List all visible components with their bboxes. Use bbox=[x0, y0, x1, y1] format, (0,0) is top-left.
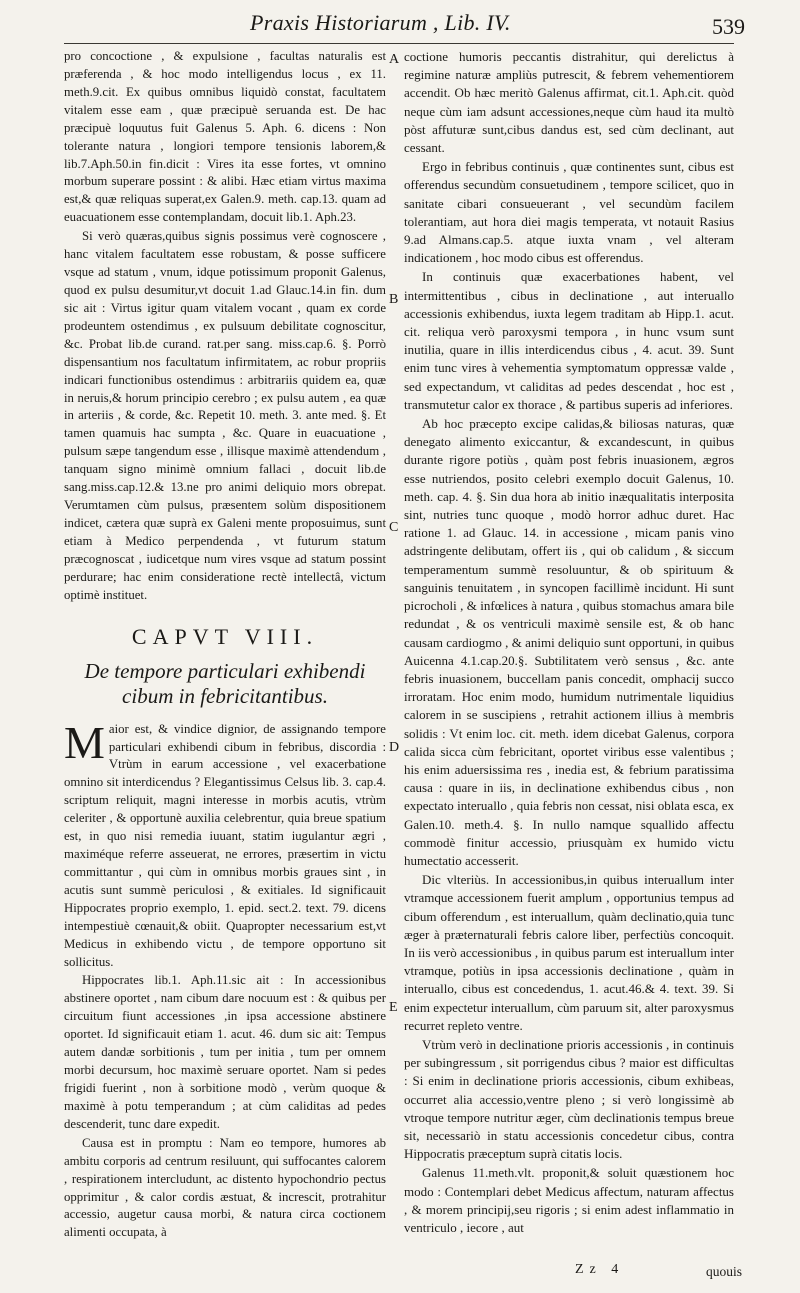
chapter-title: De tempore particulari exhibendi cibum in febricitantibus. bbox=[84, 658, 366, 708]
chapter-heading: CAPVT VIII. bbox=[131, 623, 319, 649]
paragraph: Hippocrates lib.1. Aph.11.sic ait : In accessionibus abstinere oportet , nam cibum dare nocuum est : & quibus per circuitum fiunt accessiones ,in ipsa accessione abstinere oportet. Id significauit etiam 1. acut. 46. dum sic ait: Tempus autem dandæ sorbitionis , tum per initia , tum per omnem morbi decursum, hoc maximè seruare oportet. Nam si pedes frigidi fuerint , non à sorbitione modò , verùm quoque & maximè à potu temperandum ; at cùm caliditas ad pedes descenderit, tunc dare expedit. bbox=[64, 973, 386, 1131]
margin-letter-d: D bbox=[389, 740, 400, 755]
dropcap: M bbox=[64, 716, 105, 768]
right-column bbox=[404, 48, 734, 1238]
signature-mark: Zz 4 bbox=[575, 1262, 625, 1277]
margin-letter-c: C bbox=[389, 520, 399, 535]
running-head: Praxis Historiarum , Lib. IV. bbox=[250, 10, 511, 35]
paragraph-text: aior est, & vindice dignior, de assignando tempore particulari exhibendi cibum in febribus, discordia : Vtrùm in earum accessione , vel exacerbatione omnino sit interdicendus ? Elegantissimus Celsus lib. 3. cap.4. scriptum reliquit, magni interesse in morbis acutis, vtrùm celeriter , & opportunè auxilia celebrentur, quia breue spatium est, in quo nisi remedia iuuant, statim iugulantur ægri , maximéque referre asseuerat, ne errores, præsertim in victu committantur , qui cùm in omnibus morbis graues sint , in acutis sunt summè periculosi , & exitiales. Id significauit Hippocrates proprio exemplo, 1. epid. sect.2. text. 79. dicens intempestiuè cœnauit,& obiit. Quapropter necessarium est,vt Medicus in exhibendo victu , de tempore opportuno sit sollicitus. bbox=[64, 721, 386, 969]
left-column bbox=[64, 48, 386, 1243]
paragraph: coctione humoris peccantis distrahitur, qui derelictus à regimine naturæ ampliùs putrescit, & febrem vehementiorem accendit. Ob hæc meritò Galenus affirmat, cit.1. Aph.cit. quòd neque cùm iam adsunt accessiones,neque cùm haud ita multò pòst affuturæ sunt,cibus dandus est, sed cùm declinant, aut cessant. bbox=[404, 49, 734, 156]
page-number: 539 bbox=[712, 14, 745, 39]
paragraph-with-dropcap bbox=[64, 716, 386, 972]
margin-letter-e: E bbox=[389, 1000, 398, 1015]
header-rule bbox=[64, 43, 734, 44]
margin-letter-b: B bbox=[389, 292, 399, 307]
paragraph: Ab hoc præcepto excipe calidas,& biliosas naturas, quæ denegato alimento exiccantur, & excandescunt, in quibus durante rigore potiùs , quàm post febris inuasionem, ægros esse nutriendos, posito celebri exemplo docuit Galenus, 10. meth. cap. 4. §. Sin dua hora ab initio inæqualitatis interposita sint, nutries tunc quoque , modò horror adhuc duret. Hac ratione 1. ad Glauc. 14. in accessione , micam panis vino adstringente delibutam, offert iis , qui ob calidum , & siccum temperamentum summè resoluuntur, & ob spirituum & sanguinis tenuitatem , in syncopen facillimè incidunt. Hi sunt picrocholi , & infœlices à natura , quibus stomachus amara bile redundat , & os ventriculi maximè sensile est, & ob hanc causam cardiogmo , & animi deliquio sunt opportuni, in quibus Auicenna 4.1.cap.20.§. Subtilitatem verò sensus , &c. ante febris inuasionem, buccellam panis concedit, omphacij succo irroratam. Hoc enim modo, humidum nutrimentale liquidius calorem in se suscipiens , retrahit actionem illius à membris solidis : Vt enim loc. cit. meth. idem dicebat Galenus, corpora calida sicca cùm febricitant, oportet viribus esse valentibus ; his enim aduersissima res , inedia est, & febrium paratissima causa : quare in iis, in declinatione exhibendus cibus , non expectato interuallo , quia febris non cessat, nisi oblata esca, ex Galen.10. meth.4. §. In nullo namque squallido affectu commodè finitur accessio, priusquàm ex humido victu humectatio accesserit. bbox=[404, 416, 734, 868]
paragraph: Ergo in febribus continuis , quæ continentes sunt, cibus est offerendus secundùm consuetudinem , tempore scilicet, quo in sanitate cibari consueuerant , vel secundùm facilem tolerantiam, aut hora diei magis temperata, vt notauit Rasius 9.ad Almans.cap.5. atque iuxta vnam , vel alteram indicationem , hoc modo cibus est offerendus. bbox=[404, 159, 734, 266]
paragraph: pro concoctione , & expulsione , facultas naturalis est præferenda , & hoc modo intelligendus locus , ex 11. meth.9.cit. Ex quibus omnibus liquidò constat, facultatem vitalem esse eam , quæ præcipuè seruanda est. De hac præcipuè loquutus fuit Galenus 5. Aph. 6. dicens : Non tolerante natura , longiori tempore tensionis laborem,& lib.7.Aph.50.in fin.dicit : Vires ita esse fortes, vt omnino morbum superare possint : & alibi. Hæc etiam virtus maxima est,& quæ reliquas superat,ex Galen.9. meth. cap.13. quam ad euacuationem esse contemplandam, docuit lib.1. Aph.23. bbox=[64, 49, 386, 225]
paragraph: Si verò quæras,quibus signis possimus verè cognoscere , hanc vitalem facultatem esse robustam, & posse sufficere vsque ad statum , vnum, idque potissimum proponit Galenus, quod ex pulsu desumitur,vt docuit 1.ad Glauc.14.in fin. dum sic ait : Virtus igitur quam vitalem vocant , quam ex corde prodeuntem ostendimus , ex pulsuum debilitate cognoscitur, &c. Probat lib.de curand. rat.per sang. miss.cap.6. §. Porrò dispensantium nos facultatum infirmitatem, ac robur propriis indicari functionibus ostendimus : arbitrariis quidem ea, quæ in neruis,& horum principio cerebro ; ex pulsu autem , ea quæ in arteriis , & corde, &c. Repetit 10. meth. 3. ante med. §. Et tamen quamuis hac sumpta , &c. Quare in euacuatione , pulsum sæpe tangendum esse , illisque maximè attendendum , tanquam signo minimè omnium fallaci , docuit lib.de sang.miss.cap.12.& 13.ne pro animi deliquio mors obrepat. Verumtamen cùm pulsus, præsentem solùm dispositionem indicet, cætera quæ suprà ex Galeni mente proposuimus, sunt etiam à Medico perpendenda , vt futurum statum præcognoscat , iudicetque num vires vsque ad statum possint perdurare; hac enim consideratione rectè intellectâ, victum optimè instituet. bbox=[64, 229, 386, 602]
catchword: quouis bbox=[706, 1264, 743, 1279]
paragraph: Vtrùm verò in declinatione prioris accessionis , in continuis per subingressum , sit porrigendus cibus ? maior est difficultas : Si enim in declinatione prioris accessionis, cibum exhibeas, occurret alia accessio,ventre pleno ; si verò longissimè ab vtroque tempore nutritur æger, cùm declinationis tempus breue sit, necessariò in statu accessionis concedetur cibus, contra Hippocratis præceptum suprà citatis locis. bbox=[404, 1036, 734, 1162]
paragraph: Dic vlteriùs. In accessionibus,in quibus interuallum inter vtramque accessionem fuerit amplum , opportunius tempus ad cibum offerendum , est interuallum, quàm declinatio,quia tunc æger à præternaturali febris calore liber, perfectiùs concoquit. In iis verò accessionibus , in quibus parum est interuallum inter vtramque, potiùs in ipsa accessionis declinatione , quàm in interuallo, cibus est concedendus, 1. acut.46.& 4. text. 39. Si enim expectetur interuallum, cùm paruum sit, alter paroxysmus recurret repleto ventre. bbox=[404, 872, 734, 1033]
paragraph: Galenus 11.meth.vlt. proponit,& soluit quæstionem hoc modo : Contemplari debet Medicus affectum, naturam affectus , & morem principij,seu rigoris ; si enim adest inflammatio in ventriculo , iecore , aut bbox=[404, 1165, 734, 1235]
margin-letter-a: A bbox=[389, 52, 400, 67]
paragraph: In continuis quæ exacerbationes habent, vel intermittentibus , cibus in declinatione , aut interuallo accessionis exhibendus, iuxta legem traditam ab Hipp.1. acut. cit. reliqua verò paroxysmi tempora , in hunc vsum sunt inutilia, quare in illis interdicendus cibus , 4. acut. 39. Sunt enim tunc vires à vehementia symptomatum oppressæ valde , sed expectandum, vt caliditas ad pedes descendat , hoc est , transmutetur calor ex thorace , & partibus superis ad inferiores. bbox=[404, 269, 734, 412]
paragraph: Causa est in promptu : Nam eo tempore, humores ab ambitu corporis ad centrum resiluunt, qui suffocantes calorem , respirationem intercludunt, ac distento hypochondrio pectus opprimitur , & calor cordis æstuat, & increscit, protrahitur accessio, augetur causa morbi, & natura circa coctionem alimenti occupata, à bbox=[64, 1135, 386, 1240]
